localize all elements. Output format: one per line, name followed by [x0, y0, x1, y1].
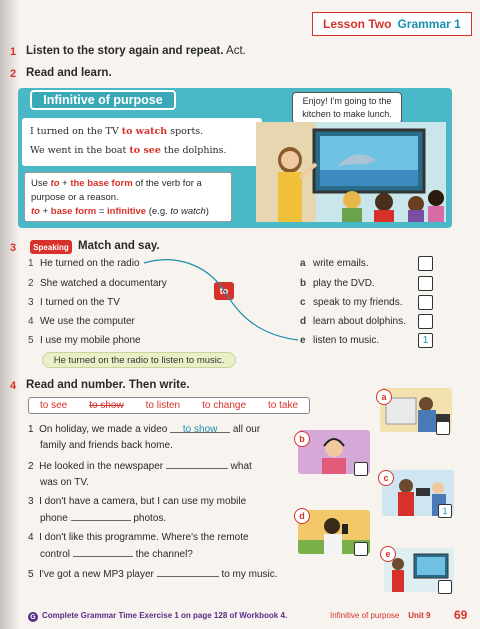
picture-letter: a [376, 389, 392, 405]
match-left-number: 1 [28, 258, 34, 269]
answer-box[interactable] [418, 295, 433, 310]
answer-blank[interactable] [166, 458, 228, 469]
answer-box[interactable] [418, 314, 433, 329]
word-bank-item: to see [39, 400, 68, 411]
match-left-item: She watched a documentary [40, 278, 167, 289]
example-sentence: He turned on the radio to listen to music. [42, 352, 236, 368]
match-right-letter: c [300, 297, 306, 308]
picture-answer-box[interactable] [354, 542, 368, 556]
match-right-letter: b [300, 278, 307, 289]
word-bank-item: to take [267, 400, 299, 411]
match-right-item: listen to music. [313, 335, 380, 346]
exercise-1-number: 1 [10, 46, 17, 58]
match-right-item: play the DVD. [313, 278, 375, 289]
grammar-box-title: Infinitive of purpose [30, 90, 176, 110]
match-left-item: I turned on the TV [40, 297, 120, 308]
match-left-number: 5 [28, 335, 34, 346]
sentence-5: 5 I've got a new MP3 player to my music. [28, 566, 298, 583]
page-number: 69 [454, 608, 468, 622]
match-left-number: 3 [28, 297, 34, 308]
answer-blank[interactable]: to show [170, 422, 230, 433]
grammar-illustration [256, 122, 446, 222]
speaking-tag: Speaking [30, 240, 72, 254]
sentence-4: 4 I don't like this programme. Where's the remote control the channel? [28, 532, 249, 560]
picture-answer-box[interactable] [438, 580, 452, 594]
grammar-time-icon: G [28, 612, 38, 622]
word-bank-item-used: to show [89, 400, 124, 411]
lesson-header [312, 12, 472, 36]
footer-topic: Infinitive of purpose Unit 9 [330, 611, 431, 620]
lesson-label: Lesson Two [323, 17, 392, 31]
answer-blank[interactable] [71, 510, 131, 521]
page-spine-shadow [0, 0, 20, 629]
answer-box[interactable]: 1 [418, 333, 433, 348]
speech-bubble: Enjoy! I'm going to the kitchen to make lunch. [292, 92, 402, 124]
match-left-number: 4 [28, 316, 34, 327]
match-right-letter: a [300, 258, 306, 269]
answer-blank[interactable] [73, 546, 133, 557]
answer-box[interactable] [418, 256, 433, 271]
grammar-rule: Use to + the base form of the verb for a purpose or a reason. to + base form = infinitive (e.g. to watch) [24, 172, 232, 222]
picture-letter: b [294, 431, 310, 447]
match-left-item: We use the computer [40, 316, 135, 327]
exercise-4-number: 4 [10, 380, 17, 392]
exercise-4-title: Read and number. Then write. [26, 379, 190, 391]
exercise-2-title: Read and learn. [26, 67, 112, 79]
sentence-3: 3 I don't have a camera, but I can use my mobile phone photos. [28, 496, 247, 524]
exercise-3-number: 3 [10, 242, 17, 254]
exercise-2-number: 2 [10, 68, 17, 80]
sentence-2: 2 He looked in the newspaper what was on TV. [28, 458, 288, 491]
word-bank [28, 397, 310, 414]
grammar-example-2: We went in the boat to see the dolphins. [30, 145, 227, 156]
match-right-letter: d [300, 316, 307, 327]
exercise-1-title: Listen to the story again and repeat. Act. [26, 45, 246, 57]
match-left-number: 2 [28, 278, 34, 289]
match-left-item: He turned on the radio [40, 258, 140, 269]
footer-workbook-note: Complete Grammar Time Exercise 1 on page 128 of Workbook 4. [42, 611, 288, 620]
picture-answer-box[interactable] [436, 421, 450, 435]
connector-to: to [214, 282, 234, 300]
match-right-item: learn about dolphins. [313, 316, 406, 327]
match-right-item: write emails. [313, 258, 369, 269]
section-label: Grammar 1 [397, 17, 461, 31]
word-bank-item: to change [202, 400, 247, 411]
grammar-example-1: I turned on the TV to watch sports. [30, 126, 204, 137]
word-bank-item: to listen [145, 400, 181, 411]
answer-box[interactable] [418, 276, 433, 291]
match-line [140, 255, 300, 345]
grammar-examples [22, 118, 262, 166]
match-right-item: speak to my friends. [313, 297, 403, 308]
picture-answer-box[interactable]: 1 [438, 504, 452, 518]
picture-letter: d [294, 508, 310, 524]
picture-letter: e [380, 546, 396, 562]
match-left-item: I use my mobile phone [40, 335, 141, 346]
picture-letter: c [378, 470, 394, 486]
picture-answer-box[interactable] [354, 462, 368, 476]
sentence-1: 1 On holiday, we made a video to show all our family and friends back home. [28, 424, 261, 451]
exercise-3-title: Match and say. [78, 240, 160, 252]
answer-blank[interactable] [157, 566, 219, 577]
match-right-letter: e [300, 335, 306, 346]
